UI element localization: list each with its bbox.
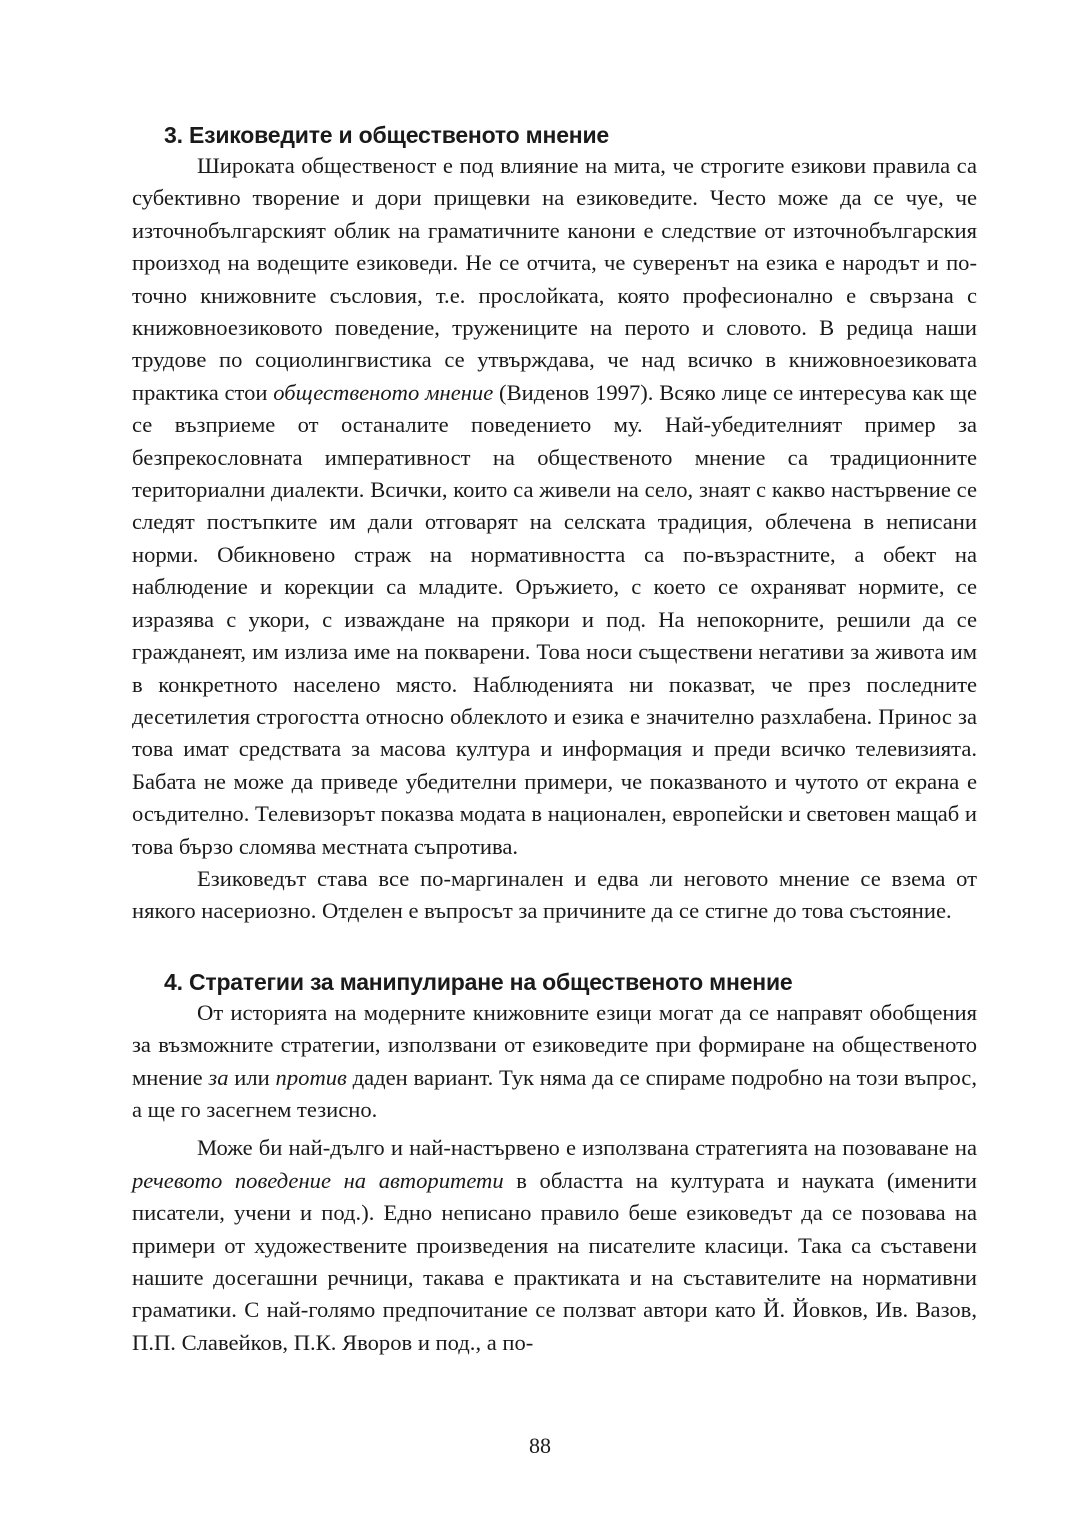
section-4-paragraph-1-emphasis-protiv: против	[275, 1064, 347, 1090]
section-4-paragraph-1-text-c: даден вариант. Тук няма да се спираме подробно на този въпрос, а ще го засегнем тезисно.	[132, 1064, 977, 1122]
section-4-paragraph-1-emphasis-za: за	[208, 1064, 229, 1090]
page-number: 88	[529, 1433, 551, 1458]
section-4-paragraph-1	[132, 997, 977, 1127]
section-4-paragraph-2-text-b: в областта на културата и науката (именити писатели, учени и под.). Едно неписано правило беше езиковедът да се позовава на примери от художествените произведения на писателите класици. Така са съставени нашите досегашни речници, такава е практиката и на съставителите на нормативни граматики. С най-голямо предпочитание се ползват автори като Й. Йовков, Ив. Вазов, П.П. Славейков, П.К. Яворов и под., а по-	[132, 1167, 978, 1355]
section-3-heading: 3. Езиковедите и общественото мнение	[164, 122, 610, 148]
section-4-paragraph-2-emphasis: речевото поведение на авторитети	[132, 1167, 504, 1193]
section-4-paragraph-2	[132, 1132, 977, 1359]
section-4-paragraph-1-text-a: От историята на модерните книжовните езици могат да се направят обобщения за възможните стратегии, използвани от езиковедите при формиране на общественото мнение	[132, 999, 977, 1090]
section-4-paragraph-2-text-a: Може би най-дълго и най-настървено е използвана стратегията на позоваване на	[197, 1135, 977, 1161]
section-3-paragraph-1-text: Широката общественост е под влияние на мита, че строгите езикови правила са субективно творение и дори прищевки на езиковедите. Често може да се чуе, че източнобългарският облик на граматичните канони е следствие от източнобългарския произход на водещите езиковеди. Не се отчита, че суверенът на езика е народът и по-точно книжовните съсловия, т.е. прослойката, която професионално е свързана с книжовноезиковото поведение, тружениците на перото и словото. В редица наши трудове по социолингвистика се утвърждава, че над всичко в книжовноезиковата практика стои	[132, 153, 977, 405]
section-3-paragraph-1-tail: (Виденов 1997). Всяко лице се интересува как ще се възприеме от останалите поведението му. Най-убедителният пример за безпрекословната императивност на общественото мнение са традиционните териториални диалекти. Всички, които са живели на село, знаят с какво настървение се следят постъпките им дали отговарят на селската традиция, облечена в неписани норми. Обикновено страж на нормативността са по-възрастните, а обект на наблюдение и корекции са младите. Оръжието, с което се охраняват нормите, се изразява с укори, с изваждане на прякори и под. На непокорните, решили да се граждaнеят, им излиза име на покварени. Това носи съществени негативи за живота им в конкретното населено място. Наблюденията ни показват, че през последните десетилетия строгостта относно облеклото и езика е значително разхлабена. Принос за това имат средствата за масова култура и информация и преди всичко телевизията. Бабата не може да приведе убедителни примери, че показваното и чутото от екрана е осъдително. Телевизорът показва модата в национален, европейски и световен мащаб и това бързо сломява местната съпротива.	[132, 379, 977, 859]
section-3-paragraph-2: Езиковедът става все по-маргинален и едва ли неговото мнение се взема от някого насериозно. Отделен е въпросът за причините да се стигне до това състояние.	[132, 865, 977, 924]
section-4-heading: 4. Стратегии за манипулиране на общественото мнение	[164, 968, 793, 995]
section-3-paragraph-1-emphasis: общественото мнение	[273, 379, 494, 405]
document-page	[132, 112, 977, 1359]
section-4-paragraph-1-text-b: или	[228, 1064, 276, 1090]
section-3-paragraph-1	[132, 150, 977, 863]
